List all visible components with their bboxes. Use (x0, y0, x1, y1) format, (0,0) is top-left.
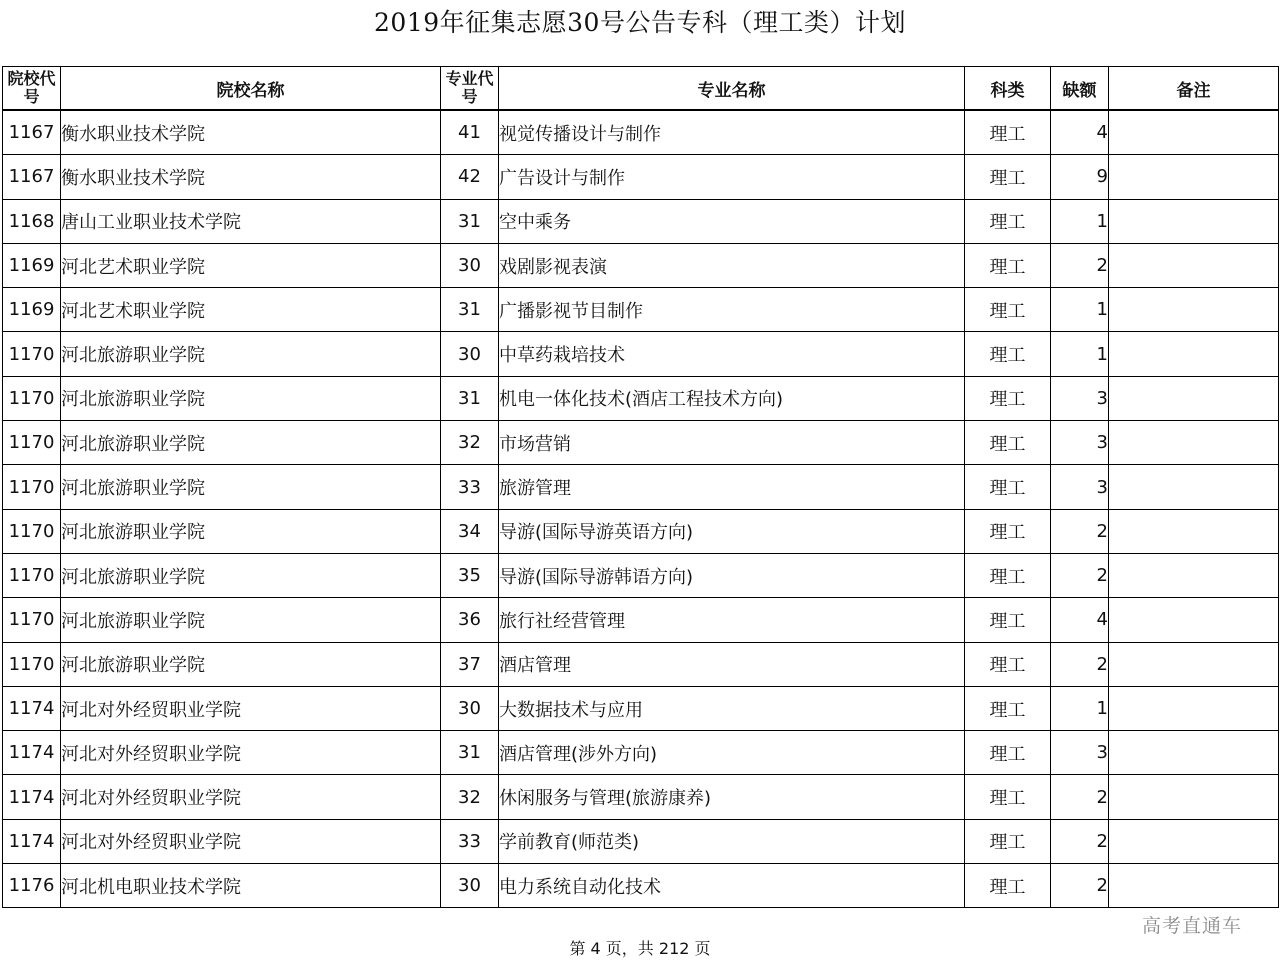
table-row (3, 332, 1279, 376)
table-row (3, 819, 1279, 863)
page-footer: 第 4 页，共 212 页 (569, 939, 711, 958)
table-row (3, 509, 1279, 553)
cell-note (1109, 421, 1279, 465)
cell-quota: 1 (1051, 332, 1109, 376)
cell-note (1109, 155, 1279, 199)
cell-quota: 2 (1051, 819, 1109, 863)
cell-school-code: 1170 (3, 509, 61, 553)
cell-major-name: 视觉传播设计与制作 (499, 110, 965, 155)
cell-quota: 1 (1051, 288, 1109, 332)
cell-school-name: 河北对外经贸职业学院 (61, 819, 441, 863)
cell-category: 理工 (965, 376, 1051, 420)
cell-major-name: 市场营销 (499, 421, 965, 465)
cell-school-name: 河北对外经贸职业学院 (61, 731, 441, 775)
table-row (3, 598, 1279, 642)
table-row (3, 376, 1279, 420)
cell-major-name: 广告设计与制作 (499, 155, 965, 199)
cell-major-name: 旅行社经营管理 (499, 598, 965, 642)
cell-major-code: 30 (441, 332, 499, 376)
cell-category: 理工 (965, 332, 1051, 376)
cell-category: 理工 (965, 509, 1051, 553)
cell-category: 理工 (965, 642, 1051, 686)
cell-category: 理工 (965, 864, 1051, 908)
cell-major-code: 37 (441, 642, 499, 686)
cell-major-name: 电力系统自动化技术 (499, 864, 965, 908)
table-row (3, 642, 1279, 686)
watermark-text: 高考直通车 (1142, 915, 1243, 937)
cell-category: 理工 (965, 288, 1051, 332)
cell-note (1109, 288, 1279, 332)
cell-quota: 1 (1051, 199, 1109, 243)
cell-quota: 1 (1051, 686, 1109, 730)
table-row (3, 199, 1279, 243)
cell-note (1109, 243, 1279, 287)
cell-major-code: 30 (441, 864, 499, 908)
header-major-code: 专业代号 (441, 67, 499, 111)
table-header-row (3, 67, 1279, 111)
cell-category: 理工 (965, 775, 1051, 819)
cell-school-code: 1168 (3, 199, 61, 243)
cell-category: 理工 (965, 421, 1051, 465)
cell-school-name: 河北艺术职业学院 (61, 243, 441, 287)
cell-quota: 2 (1051, 509, 1109, 553)
cell-school-name: 唐山工业职业技术学院 (61, 199, 441, 243)
table-row (3, 110, 1279, 155)
cell-major-code: 30 (441, 686, 499, 730)
header-category: 科类 (965, 67, 1051, 111)
cell-school-name: 河北旅游职业学院 (61, 509, 441, 553)
header-note: 备注 (1109, 67, 1279, 111)
cell-major-code: 31 (441, 199, 499, 243)
cell-school-name: 河北机电职业技术学院 (61, 864, 441, 908)
cell-major-name: 中草药栽培技术 (499, 332, 965, 376)
cell-note (1109, 465, 1279, 509)
cell-note (1109, 775, 1279, 819)
table-row (3, 243, 1279, 287)
cell-note (1109, 509, 1279, 553)
header-major-name: 专业名称 (499, 67, 965, 111)
cell-school-code: 1174 (3, 775, 61, 819)
cell-major-name: 旅游管理 (499, 465, 965, 509)
cell-school-name: 河北旅游职业学院 (61, 332, 441, 376)
cell-quota: 2 (1051, 243, 1109, 287)
cell-major-code: 42 (441, 155, 499, 199)
cell-category: 理工 (965, 731, 1051, 775)
cell-school-code: 1167 (3, 155, 61, 199)
cell-school-name: 河北旅游职业学院 (61, 642, 441, 686)
cell-school-name: 河北旅游职业学院 (61, 465, 441, 509)
cell-major-code: 33 (441, 465, 499, 509)
cell-school-code: 1170 (3, 376, 61, 420)
cell-quota: 4 (1051, 110, 1109, 155)
cell-major-name: 酒店管理 (499, 642, 965, 686)
cell-note (1109, 731, 1279, 775)
cell-major-name: 休闲服务与管理(旅游康养) (499, 775, 965, 819)
cell-school-code: 1170 (3, 465, 61, 509)
cell-school-name: 河北对外经贸职业学院 (61, 686, 441, 730)
table-row (3, 421, 1279, 465)
cell-note (1109, 332, 1279, 376)
table-row (3, 288, 1279, 332)
cell-note (1109, 819, 1279, 863)
cell-school-name: 河北艺术职业学院 (61, 288, 441, 332)
header-school-code: 院校代号 (3, 67, 61, 111)
cell-note (1109, 199, 1279, 243)
cell-quota: 2 (1051, 553, 1109, 597)
cell-note (1109, 598, 1279, 642)
cell-school-code: 1170 (3, 421, 61, 465)
cell-quota: 3 (1051, 376, 1109, 420)
cell-quota: 3 (1051, 731, 1109, 775)
cell-major-code: 30 (441, 243, 499, 287)
cell-category: 理工 (965, 155, 1051, 199)
cell-note (1109, 376, 1279, 420)
cell-school-code: 1174 (3, 819, 61, 863)
cell-category: 理工 (965, 598, 1051, 642)
cell-quota: 3 (1051, 421, 1109, 465)
header-quota: 缺额 (1051, 67, 1109, 111)
cell-school-name: 河北旅游职业学院 (61, 421, 441, 465)
table-row (3, 731, 1279, 775)
table-row (3, 155, 1279, 199)
cell-school-code: 1174 (3, 731, 61, 775)
cell-major-name: 机电一体化技术(酒店工程技术方向) (499, 376, 965, 420)
cell-category: 理工 (965, 199, 1051, 243)
document-title: 2019年征集志愿30号公告专科（理工类）计划 (374, 8, 906, 37)
cell-category: 理工 (965, 243, 1051, 287)
cell-note (1109, 553, 1279, 597)
cell-school-code: 1167 (3, 110, 61, 155)
table-row (3, 465, 1279, 509)
cell-major-name: 导游(国际导游韩语方向) (499, 553, 965, 597)
cell-major-name: 大数据技术与应用 (499, 686, 965, 730)
cell-school-name: 河北对外经贸职业学院 (61, 775, 441, 819)
cell-school-name: 河北旅游职业学院 (61, 376, 441, 420)
cell-major-name: 导游(国际导游英语方向) (499, 509, 965, 553)
cell-note (1109, 686, 1279, 730)
cell-major-code: 31 (441, 288, 499, 332)
cell-category: 理工 (965, 553, 1051, 597)
cell-quota: 2 (1051, 775, 1109, 819)
cell-quota: 2 (1051, 864, 1109, 908)
cell-major-code: 36 (441, 598, 499, 642)
cell-major-code: 32 (441, 775, 499, 819)
cell-school-name: 衡水职业技术学院 (61, 110, 441, 155)
cell-major-name: 广播影视节目制作 (499, 288, 965, 332)
cell-school-code: 1170 (3, 553, 61, 597)
cell-category: 理工 (965, 465, 1051, 509)
cell-major-code: 35 (441, 553, 499, 597)
cell-major-code: 33 (441, 819, 499, 863)
cell-quota: 9 (1051, 155, 1109, 199)
table-row (3, 864, 1279, 908)
cell-school-name: 河北旅游职业学院 (61, 598, 441, 642)
cell-note (1109, 864, 1279, 908)
cell-major-name: 戏剧影视表演 (499, 243, 965, 287)
cell-school-code: 1170 (3, 598, 61, 642)
cell-major-name: 学前教育(师范类) (499, 819, 965, 863)
cell-school-code: 1169 (3, 243, 61, 287)
cell-quota: 2 (1051, 642, 1109, 686)
cell-major-code: 31 (441, 731, 499, 775)
cell-major-name: 酒店管理(涉外方向) (499, 731, 965, 775)
cell-major-code: 41 (441, 110, 499, 155)
cell-category: 理工 (965, 110, 1051, 155)
cell-category: 理工 (965, 819, 1051, 863)
cell-school-code: 1169 (3, 288, 61, 332)
cell-category: 理工 (965, 686, 1051, 730)
cell-major-name: 空中乘务 (499, 199, 965, 243)
header-school-name: 院校名称 (61, 67, 441, 111)
cell-note (1109, 642, 1279, 686)
cell-major-code: 34 (441, 509, 499, 553)
cell-quota: 3 (1051, 465, 1109, 509)
cell-quota: 4 (1051, 598, 1109, 642)
table-row (3, 553, 1279, 597)
table-body (3, 110, 1279, 908)
cell-major-code: 32 (441, 421, 499, 465)
cell-school-name: 衡水职业技术学院 (61, 155, 441, 199)
cell-major-code: 31 (441, 376, 499, 420)
cell-school-code: 1174 (3, 686, 61, 730)
enrollment-plan-table (2, 66, 1279, 908)
cell-school-name: 河北旅游职业学院 (61, 553, 441, 597)
cell-school-code: 1170 (3, 642, 61, 686)
cell-school-code: 1176 (3, 864, 61, 908)
table-row (3, 775, 1279, 819)
table-row (3, 686, 1279, 730)
cell-note (1109, 110, 1279, 155)
cell-school-code: 1170 (3, 332, 61, 376)
